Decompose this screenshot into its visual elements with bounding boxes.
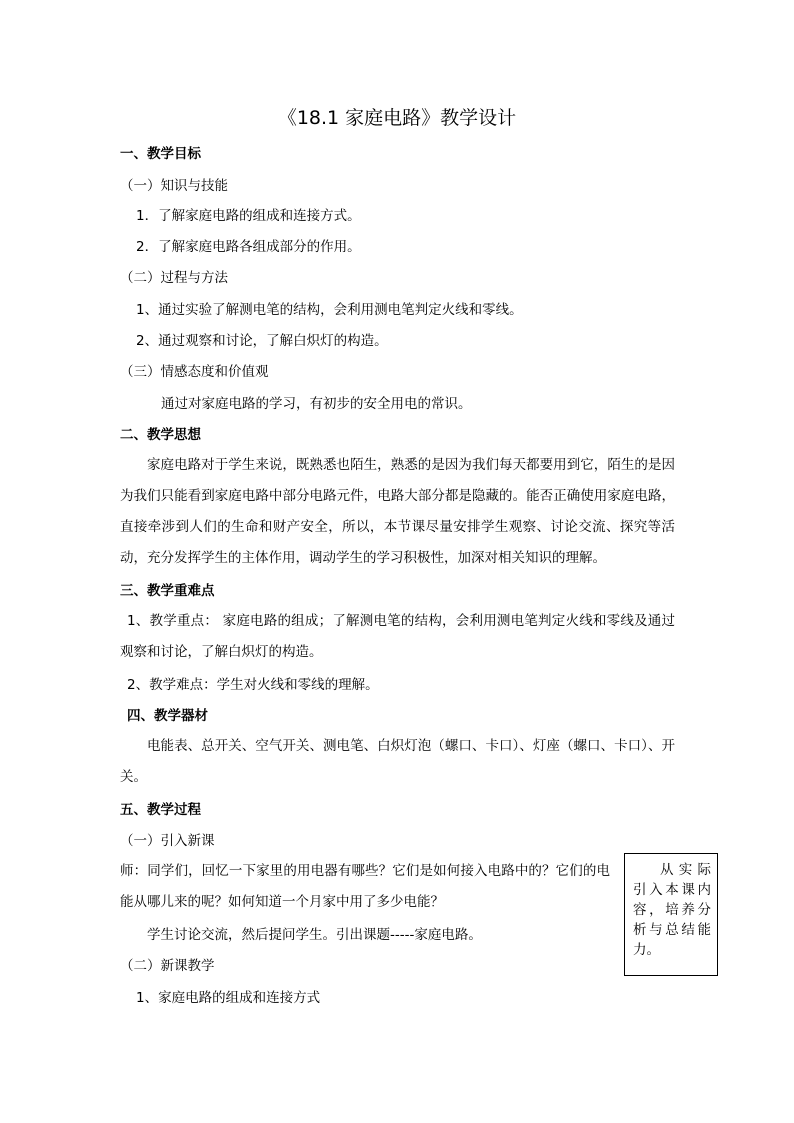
subheading-process-method: （二）过程与方法 (120, 270, 228, 286)
teacher-question: 师：同学们，回忆一下家里的用电器有哪些？它们是如何接入电路中的？它们的电能从哪儿来的呢？如何知道一个月家中用了多少电能？ (120, 863, 610, 910)
key-point-item: 1、教学重点： 家庭电路的组成；了解测电笔的结构，会利用测电笔判定火线和零线及通过观察和讨论，了解白炽灯的构造。 (120, 613, 675, 660)
section-heading-objectives: 一、教学目标 (120, 146, 201, 162)
section-heading-process: 五、教学过程 (120, 802, 201, 818)
materials-paragraph: 电能表、总开关、空气开关、测电笔、白炽灯泡（螺口、卡口）、灯座（螺口、卡口）、开关。 (120, 738, 675, 785)
student-activity: 学生讨论交流，然后提问学生。引出课题-----家庭电路。 (147, 927, 482, 943)
margin-note-box: 从实际引入本课内容，培养分析与总结能力。 (624, 853, 718, 976)
objective-item: 通过对家庭电路的学习，有初步的安全用电的常识。 (161, 396, 472, 412)
subheading-attitude-values: （三）情感态度和价值观 (120, 364, 269, 380)
lesson-item: 1、家庭电路的组成和连接方式 (136, 990, 321, 1006)
section-heading-key-points: 三、教学重难点 (120, 583, 215, 599)
objective-item: 1．了解家庭电路的组成和连接方式。 (136, 208, 361, 224)
objective-item: 2、通过观察和讨论，了解白炽灯的构造。 (136, 333, 388, 349)
subheading-new-lesson: （二）新课教学 (120, 958, 215, 974)
section-heading-materials: 四、教学器材 (127, 708, 208, 724)
section-heading-teaching-idea: 二、教学思想 (120, 427, 201, 443)
document-title: 《18.1 家庭电路》教学设计 (277, 107, 517, 129)
objective-item: 1、通过实验了解测电笔的结构，会利用测电笔判定火线和零线。 (136, 302, 523, 318)
subheading-knowledge-skills: （一）知识与技能 (120, 178, 228, 194)
subheading-introduction: （一）引入新课 (120, 833, 215, 849)
objective-item: 2．了解家庭电路各组成部分的作用。 (136, 239, 361, 255)
teaching-idea-paragraph: 家庭电路对于学生来说，既熟悉也陌生，熟悉的是因为我们每天都要用到它，陌生的是因为我们只能看到家庭电路中部分电路元件，电路大部分都是隐藏的。能否正确使用家庭电路，直接牵涉到人们的生命和财产安全，所以，本节课尽量安排学生观察、讨论交流、探究等活动，充分发挥学生的主体作用，调动学生的学习积极性，加深对相关知识的理解。 (120, 457, 675, 566)
difficulty-item: 2、教学难点：学生对火线和零线的理解。 (127, 677, 379, 693)
